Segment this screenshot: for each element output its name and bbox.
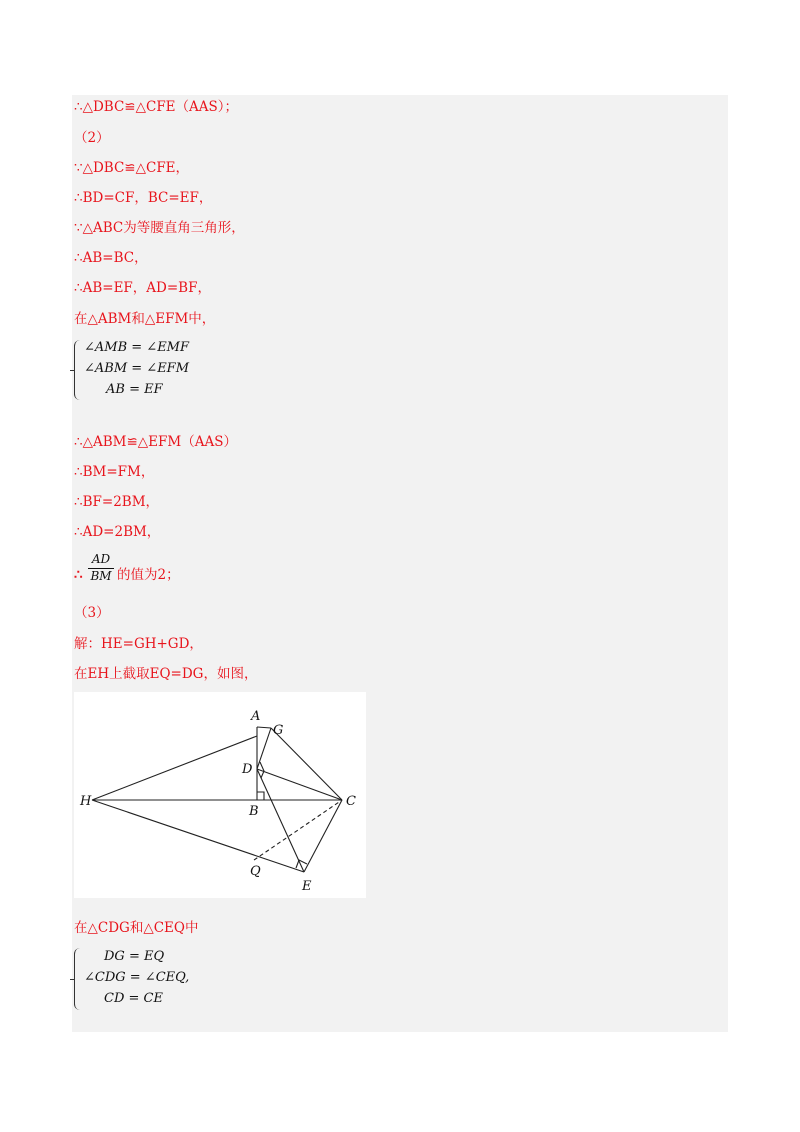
segment-ag	[257, 727, 271, 728]
geometry-figure	[74, 692, 366, 898]
segment-ec	[304, 800, 342, 872]
system1-row-3: AB = EF	[106, 382, 163, 397]
system1-row-1: ∠AMB = ∠EMF	[84, 340, 190, 355]
system1-row-2: ∠ABM = ∠EFM	[84, 361, 190, 376]
line-bd-cf: ∴BD=CF，BC=EF，	[74, 190, 213, 206]
label-a: A	[251, 709, 261, 724]
label-c: C	[346, 794, 356, 809]
label-q: Q	[250, 864, 261, 879]
line-part-3: （3）	[74, 605, 110, 621]
segment-hg	[92, 736, 257, 800]
segment-gc	[271, 728, 342, 800]
line-in-triangles-abm-efm: 在△ABM和△EFM中，	[74, 311, 216, 327]
fraction-denominator: BM	[90, 569, 112, 583]
label-h: H	[80, 794, 92, 809]
line-ab-bc: ∴AB=BC，	[74, 250, 148, 266]
line-bf-2bm: ∴BF=2BM，	[74, 494, 160, 510]
line-value-is-2: 的值为2；	[117, 567, 180, 583]
system2-row-3: CD = CE	[104, 991, 163, 1006]
label-b: B	[249, 804, 259, 819]
label-d: D	[242, 762, 253, 777]
label-e: E	[302, 879, 312, 894]
line-solution-he: 解：HE=GH+GD，	[74, 636, 203, 652]
label-g: G	[273, 723, 284, 738]
system-brace-1	[74, 340, 83, 400]
line-ad-2bm: ∴AD=2BM，	[74, 524, 161, 540]
segment-he	[92, 800, 304, 872]
line-take-eq-dg: 在EH上截取EQ=DG，如图，	[74, 666, 258, 682]
geometry-diagram	[74, 692, 366, 898]
fraction-ad-bm	[88, 552, 114, 584]
line-part-2: （2）	[74, 130, 110, 146]
line-isosceles-right: ∵△ABC为等腰直角三角形，	[74, 220, 245, 236]
line-congruence-dbc-cfe: ∴△DBC≌△CFE（AAS）；	[74, 99, 239, 115]
line-in-triangles-cdg-ceq: 在△CDG和△CEQ中	[74, 920, 199, 936]
segment-gd	[257, 728, 271, 769]
system-brace-2	[74, 948, 83, 1010]
system2-row-2: ∠CDG = ∠CEQ,	[84, 970, 190, 985]
fraction-numerator: AD	[88, 552, 114, 569]
line-bm-fm: ∴BM=FM，	[74, 464, 155, 480]
line-congruence-abm-efm: ∴△ABM≌△EFM（AAS）	[74, 434, 237, 450]
line-ab-ef: ∴AB=EF，AD=BF，	[74, 280, 211, 296]
right-angle-b	[257, 792, 264, 800]
segment-de	[257, 769, 304, 872]
line-since-congruent: ∵△DBC≌△CFE，	[74, 160, 190, 176]
system2-row-1: DG = EQ	[104, 949, 165, 964]
segment-dc	[257, 769, 342, 800]
therefore-symbol: ∴	[74, 567, 83, 583]
segment-qc-dashed	[254, 800, 342, 860]
